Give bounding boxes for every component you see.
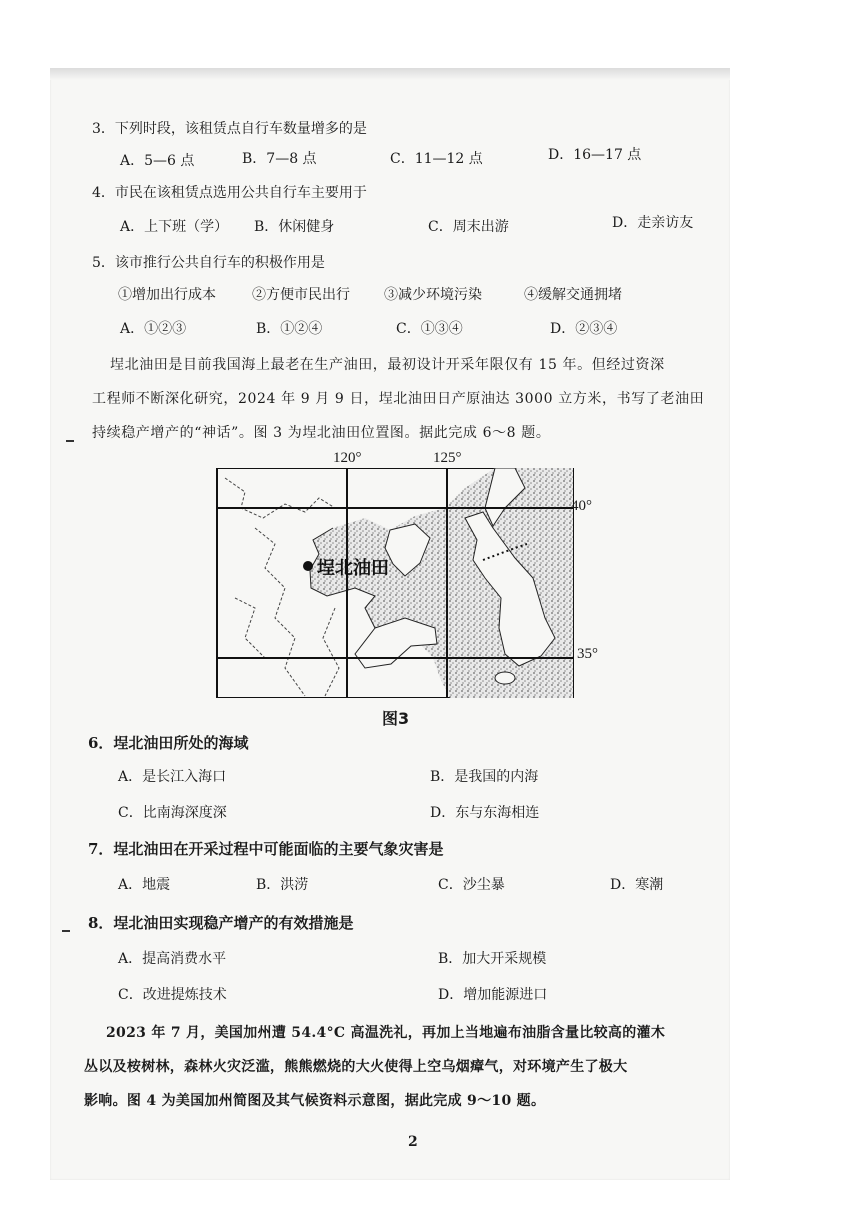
q5-stem: 5．该市推行公共自行车的积极作用是	[92, 255, 325, 271]
q7-option-a: A．地震	[118, 877, 171, 893]
q8-option-c: C．改进提炼技术	[118, 987, 227, 1003]
q5-option-b: B．①②④	[256, 321, 323, 337]
q7-stem: 7．埕北油田在开采过程中可能面临的主要气象灾害是	[88, 840, 444, 858]
margin-mark	[62, 930, 70, 932]
page-number: 2	[408, 1134, 418, 1150]
q3-option-b: B．7—8 点	[242, 151, 317, 167]
q3-stem: 3．下列时段，该租赁点自行车数量增多的是	[92, 121, 367, 137]
passage1-line-3: 持续稳产增产的“神话”。图 3 为埕北油田位置图。据此完成 6～8 题。	[92, 425, 551, 441]
q6-option-b: B．是我国的内海	[430, 769, 539, 785]
passage2-line-3: 影响。图 4 为美国加州简图及其气候资料示意图，据此完成 9～10 题。	[84, 1093, 546, 1109]
lon-label-125: 125°	[433, 450, 462, 466]
q7-option-d: D．寒潮	[610, 877, 664, 893]
q7-option-b: B．洪涝	[256, 877, 309, 893]
q4-stem: 4．市民在该租赁点选用公共自行车主要用于	[92, 185, 367, 201]
q7-option-c: C．沙尘暴	[438, 877, 505, 893]
lon-label-120: 120°	[333, 450, 362, 466]
q6-option-c: C．比南海深度深	[118, 805, 227, 821]
q4-option-b: B．休闲健身	[254, 219, 335, 235]
passage1-line-1: 埕北油田是目前我国海上最老在生产油田，最初设计开采年限仅有 15 年。但经过资深	[110, 357, 665, 373]
q3-option-c: C．11—12 点	[390, 151, 483, 167]
exam-page	[50, 68, 730, 1180]
q8-option-d: D．增加能源进口	[438, 987, 548, 1003]
oilfield-label: 埕北油田	[317, 558, 389, 579]
margin-mark	[66, 440, 74, 442]
q5-option-a: A．①②③	[120, 321, 187, 337]
scan-shadow	[50, 68, 730, 80]
map-svg	[215, 468, 575, 698]
q3-option-a: A．5—6 点	[120, 153, 195, 169]
passage2-line-1: 2023 年 7 月，美国加州遭 54.4°C 高温洗礼，再加上当地遍布油脂含量比较高的灌木	[106, 1025, 666, 1041]
q6-option-a: A．是长江入海口	[118, 769, 227, 785]
figure-caption: 图3	[382, 709, 410, 728]
q5-statement-4: ④缓解交通拥堵	[524, 287, 622, 303]
q6-option-d: D．东与东海相连	[430, 805, 540, 821]
q8-option-b: B．加大开采规模	[438, 951, 547, 967]
q4-option-c: C．周末出游	[428, 219, 509, 235]
passage1-line-2: 工程师不断深化研究，2024 年 9 月 9 日，埕北油田日产原油达 3000 立方米，书写了老油田	[92, 391, 705, 407]
q8-option-a: A．提高消费水平	[118, 951, 227, 967]
q5-statement-2: ②方便市民出行	[252, 287, 350, 303]
q4-option-a: A．上下班（学）	[120, 219, 229, 235]
q5-statement-1: ①增加出行成本	[118, 287, 216, 303]
q5-option-d: D．②③④	[550, 321, 618, 337]
q6-stem: 6．埕北油田所处的海域	[88, 734, 249, 752]
oilfield-marker	[303, 561, 313, 571]
passage2-line-2: 丛以及桉树林，森林火灾泛滥，熊熊燃烧的大火使得上空乌烟瘴气，对环境产生了极大	[84, 1059, 628, 1075]
q5-option-c: C．①③④	[396, 321, 463, 337]
oilfield-location-map	[215, 450, 598, 698]
island	[495, 672, 515, 684]
q8-stem: 8．埕北油田实现稳产增产的有效措施是	[88, 914, 354, 932]
q4-option-d: D．走亲访友	[612, 215, 694, 231]
lat-label-35: 35°	[577, 646, 598, 662]
q3-option-d: D．16—17 点	[548, 147, 642, 163]
lat-label-40: 40°	[571, 498, 592, 514]
q5-statement-3: ③减少环境污染	[384, 287, 482, 303]
